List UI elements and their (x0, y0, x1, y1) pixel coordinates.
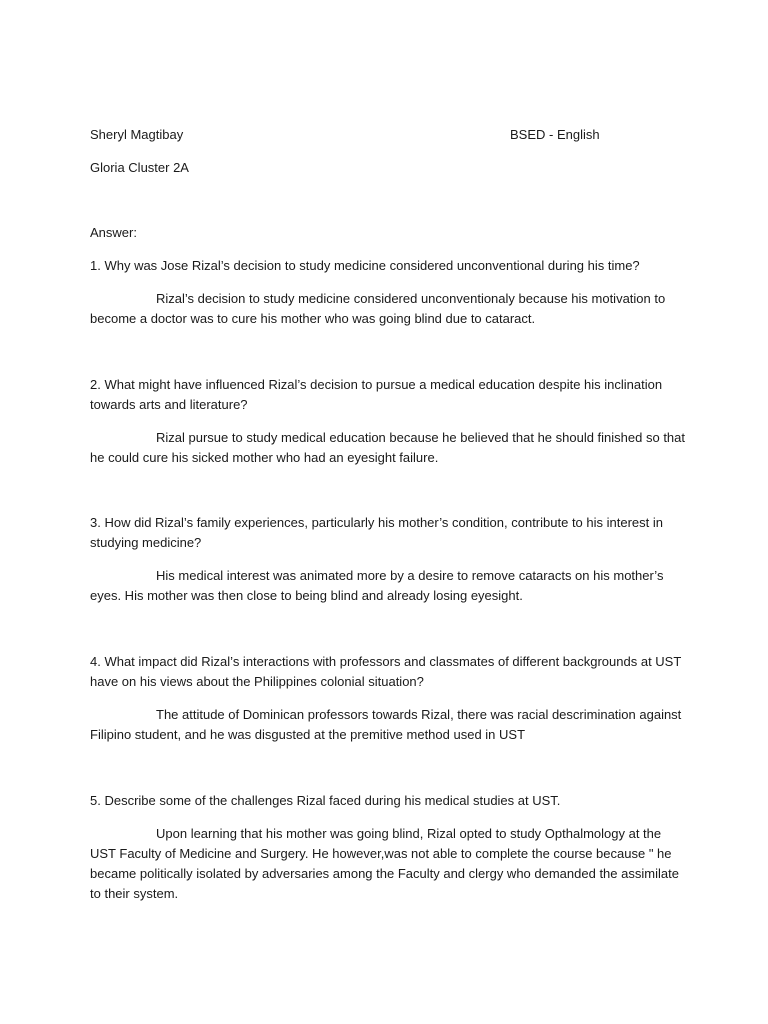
group-label: Gloria Cluster 2A (90, 160, 189, 175)
qa-item (90, 256, 686, 329)
qa-item (90, 513, 686, 606)
qa-item (90, 375, 686, 468)
question-text: 1. Why was Jose Rizal’s decision to study medicine considered unconventional during his time? (90, 258, 640, 273)
qa-item (90, 791, 686, 904)
qa-item (90, 652, 686, 745)
question-text: 2. What might have influenced Rizal’s decision to pursue a medical education despite his inclination towards arts and literature? (90, 377, 663, 412)
answer-text: Upon learning that his mother was going blind, Rizal opted to study Opthalmology at the UST Faculty of Medicine and Surgery. He however,was not able to complete the course because " he became politically isolated by adversaries among the Faculty and clergy who demanded the assimilate to their system. (90, 826, 679, 901)
answer-text: The attitude of Dominican professors towards Rizal, there was racial descrimination against Filipino student, and he was disgusted at the premitive method used in UST (90, 707, 682, 742)
answer-heading: Answer: (90, 225, 137, 240)
student-name: Sheryl Magtibay (90, 127, 184, 142)
question-text: 3. How did Rizal’s family experiences, particularly his mother’s condition, contribute to his interest in studying medicine? (90, 515, 663, 550)
question-text: 4. What impact did Rizal’s interactions with professors and classmates of different backgrounds at UST have on his views about the Philippines colonial situation? (90, 654, 682, 689)
answer-text: Rizal pursue to study medical education because he believed that he should finished so that he could cure his sicked mother who had an eyesight failure. (90, 430, 686, 465)
answer-text: His medical interest was animated more by a desire to remove cataracts on his mother’s eyes. His mother was then close to being blind and already losing eyesight. (90, 568, 664, 603)
answer-text: Rizal’s decision to study medicine considered unconventionaly because his motivation to become a doctor was to cure his mother who was going blind due to cataract. (90, 291, 666, 326)
course-label: BSED - English (510, 127, 600, 142)
question-text: 5. Describe some of the challenges Rizal faced during his medical studies at UST. (90, 793, 561, 808)
